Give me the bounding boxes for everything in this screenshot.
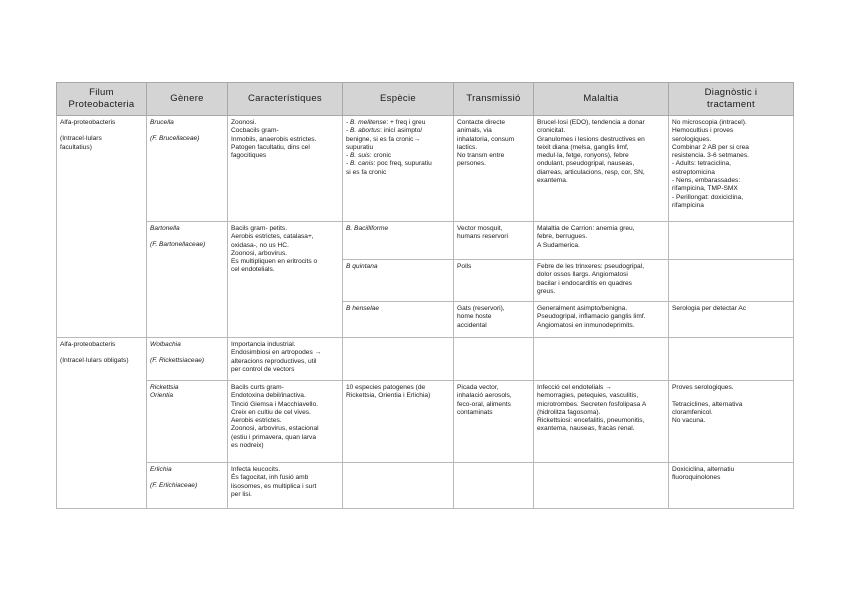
diagnosis-cell: Doxiciclina, alternatiu fluoroquinolones — [669, 463, 794, 509]
transmission-cell: Gats (reservori), home hoste accidental — [454, 302, 534, 338]
disease-cell: Infecció cel endotelials → hemorragies, petequies, vasculitis, microtrombes. Secreten fosfolipasa A (hidrolitza fagosoma). Rickettsiosi: encefalitis, pneumonitis, exantema, nauseas, fracàs renal. — [534, 381, 669, 463]
species-cell — [343, 463, 454, 509]
species-item: - B. suis: cronic — [346, 152, 392, 160]
traits-cell: Importancia industrial. Endosimbiosi en artropodes → alteracions reproductives, util per control de vectors — [228, 338, 343, 381]
species-cell: 10 especies patogenes (de Rickettsia, Orientia i Erlichia) — [343, 381, 454, 463]
genus-cell — [147, 338, 228, 381]
phylum-cell — [57, 338, 147, 509]
traits-cell: Infecta leucocits. És fagocitat, inh fusió amb lisosomes, es multiplica i surt per lisi. — [228, 463, 343, 509]
species-cell — [343, 116, 454, 222]
species-cell — [343, 338, 454, 381]
species-item: - B. melitense: + freq i greu — [346, 119, 426, 126]
traits-cell: Bacils gram- petits. Aerobis estrictes, catalasa+, oxidasa-, no us HC. Zoonosi, arbovirus. Es multipliquen en eritrocits o cel endotelials. — [228, 222, 343, 338]
family-name: (F. Bartonellaceae) — [150, 241, 206, 249]
species-item: - B. abortus: inicí asimpto/ benigne, si es fa cronic→ supuratiu — [346, 127, 423, 151]
phylum-label: Alfa-proteobacteris — [60, 341, 116, 348]
taxonomy-table — [56, 82, 794, 509]
table-row — [57, 338, 794, 381]
family-name: (F. Erlichiaceae) — [150, 482, 198, 490]
disease-cell: Brucel·losi (EDO), tendencia a donar cronicitat. Granulomes i lesions destructives en teixit diana (melsa, ganglis limf, medul·la, fetge, ronyons), febre ondulant, pseudogripal, nauseas, diarreas, articulacions, resp, cor, SN, exantema. — [534, 116, 669, 222]
genus-cell — [147, 463, 228, 509]
genus-name: Bartonella — [150, 225, 180, 232]
diagnosis-cell — [669, 260, 794, 302]
transmission-cell: Contacte directe animals, via inhalatoria, consum lactics. No transm entre persones. — [454, 116, 534, 222]
disease-cell — [534, 463, 669, 509]
diagnosis-cell: Serologia per detectar Ac — [669, 302, 794, 338]
transmission-cell: Picada vector, inhalació aerosols, feco-oral, aliments contaminats — [454, 381, 534, 463]
genus-name: Brucella — [150, 119, 174, 126]
disease-cell: Generalment asimpto/benigna. Pseudogripal, inflamacio ganglis limf. Angiomatosi en inmunodeprimits. — [534, 302, 669, 338]
family-name: (F. Rickettsiaceae) — [150, 357, 205, 365]
table-row — [57, 381, 794, 463]
traits-cell: Bacils curts gram- Endotoxina debil/inactiva. Tinció Giemsa i Macchiavello. Creix en cultiu de cel vives. Aerobis estrictes. Zoonosi, arbovirus, estacional (estiu i primavera, quan larva es nodreix) — [228, 381, 343, 463]
phylum-label: Alfa-proteobacteris — [60, 119, 116, 126]
header-species: Espècie — [343, 83, 454, 116]
genus-name: Erlichia — [150, 466, 172, 473]
phylum-cell — [57, 116, 147, 338]
header-row — [57, 83, 794, 116]
phylum-note: (Intracel·lulars obligats) — [60, 357, 129, 365]
genus-cell — [147, 222, 228, 338]
disease-cell — [534, 338, 669, 381]
species-cell: B quintana — [343, 260, 454, 302]
header-genus: Gènere — [147, 83, 228, 116]
transmission-cell: Polls — [454, 260, 534, 302]
traits-cell: Zoonosi. Cocbacils gram- Inmobils, anaerobis estrictes. Patogen facultatiu, dins cel fagocitiques — [228, 116, 343, 222]
disease-cell: Febre de les trinxeres: pseudogripal, dolor ossos llargs. Angiomatosi bacilar i endocarditis en quadres greus. — [534, 260, 669, 302]
species-cell: B. Bacilliforme — [343, 222, 454, 260]
header-disease: Malaltia — [534, 83, 669, 116]
genus-name: Wolbachia — [150, 341, 181, 348]
header-phylum: Filum Proteobacteria — [57, 83, 147, 116]
header-transmission: Transmissió — [454, 83, 534, 116]
diagnosis-cell — [669, 338, 794, 381]
header-diagnosis: Diagnòstic i tractament — [669, 83, 794, 116]
header-traits: Característiques — [228, 83, 343, 116]
table-row — [57, 463, 794, 509]
genus-cell: Rickettsia Orientia — [147, 381, 228, 463]
table-row — [57, 116, 794, 222]
disease-cell: Malaltia de Carrion: anemia greu, febre, berrugues. A Sudamerica. — [534, 222, 669, 260]
diagnosis-cell — [669, 222, 794, 260]
diagnosis-cell: No microscopia (intracel). Hemocultius i proves serologiques. Combinar 2 AB per si crea resistencia. 3-6 setmanes. - Adults: tetraciclina, estreptomicina - Nens, embarassades: rifampicina, TMP-SMX - Perillongat: doxiciclina, rifampicina — [669, 116, 794, 222]
transmission-cell — [454, 463, 534, 509]
genus-cell — [147, 116, 228, 222]
family-name: (F. Brucellaceae) — [150, 135, 200, 143]
transmission-cell: Vector mosquit, humans reservori — [454, 222, 534, 260]
species-item: - B. canis: poc freq, supuratiu si es fa cronic — [346, 160, 432, 176]
phylum-note: (Intracel·lulars facultatius) — [60, 135, 102, 151]
table-row — [57, 222, 794, 260]
transmission-cell — [454, 338, 534, 381]
species-cell: B henselae — [343, 302, 454, 338]
diagnosis-cell: Proves serologiques. Tetraciclines, alternativa cloramfenicol. No vacuna. — [669, 381, 794, 463]
